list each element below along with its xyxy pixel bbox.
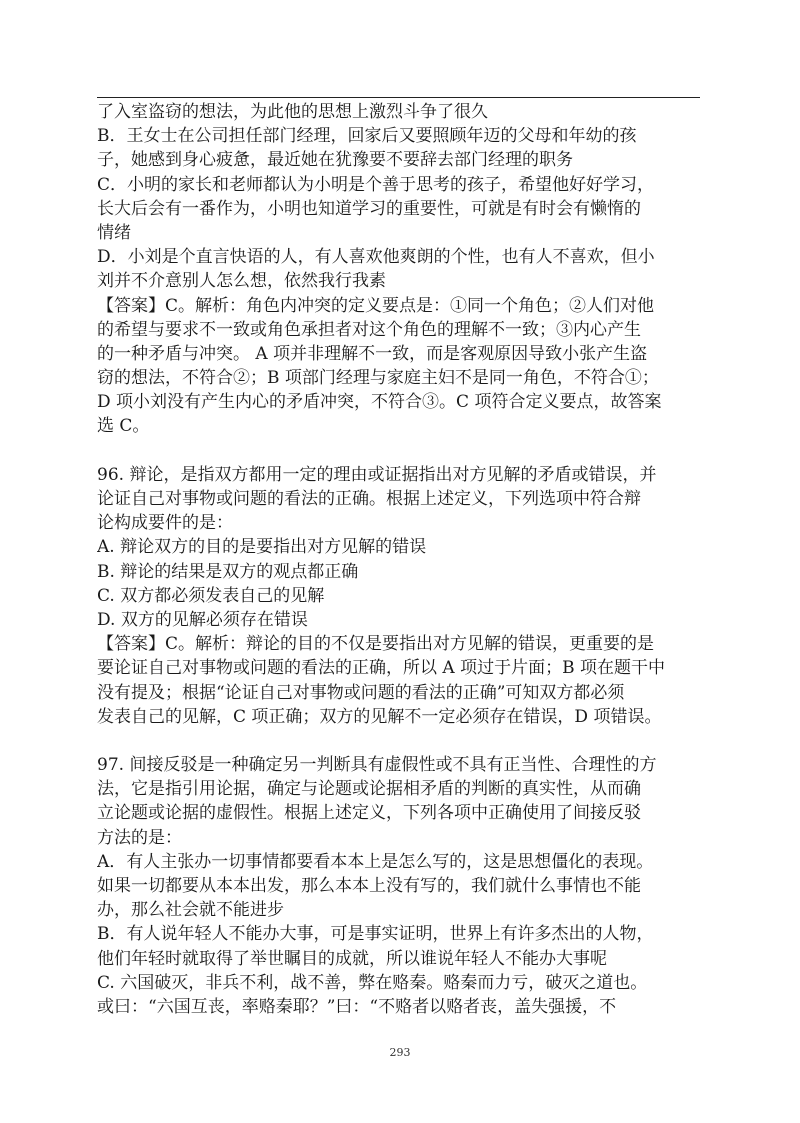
previous-question-tail bbox=[97, 100, 700, 294]
answer-line: 发表自己的见解，C 项正确；双方的见解不一定必须存在错误，D 项错误。 bbox=[97, 706, 662, 727]
option-c-line: 长大后会有一番作为，小明也知道学习的重要性，可就是有时会有懒惰的 bbox=[97, 198, 641, 219]
answer-line: 的希望与要求不一致或角色承担者对这个角色的理解不一致；③内心产生 bbox=[97, 319, 641, 340]
question-stem-line: 97. 间接反驳是一种确定另一判断具有虚假性或不具有正当性、合理性的方 bbox=[97, 755, 657, 776]
option-c-line: 情绪 bbox=[97, 222, 131, 243]
answer-line: D 项小刘没有产生内心的矛盾冲突，不符合③。C 项符合定义要点，故答案 bbox=[97, 392, 662, 413]
question-stem-line: 立论题或论据的虚假性。根据上述定义，下列各项中正确使用了间接反驳 bbox=[97, 803, 641, 824]
option-a-line: A．有人主张办一切事情都要看本本上是怎么写的，这是思想僵化的表现。 bbox=[97, 851, 654, 872]
question-stem-line: 法，它是指引用论据，确定与论题或论据相矛盾的判断的真实性，从而确 bbox=[97, 779, 641, 800]
option-c-line: C. 六国破灭，非兵不利，战不善，弊在赂秦。赂秦而力亏，破灭之道也。 bbox=[97, 972, 648, 993]
option-a: A. 辩论双方的目的是要指出对方见解的错误 bbox=[97, 537, 427, 558]
question-stem-line: 论证自己对事物或问题的看法的正确。根据上述定义，下列选项中符合辩 bbox=[97, 489, 641, 509]
option-b: B. 辩论的结果是双方的观点都正确 bbox=[97, 561, 359, 582]
option-d-line: 刘并不介意别人怎么想，依然我行我素 bbox=[97, 271, 386, 292]
option-d: D. 双方的见解必须存在错误 bbox=[97, 609, 308, 630]
option-c-line: 或曰：“六国互丧，率赂秦耶？”曰：“不赂者以赂者丧，盖失强援，不 bbox=[97, 996, 617, 1017]
answer-line: 选 C。 bbox=[97, 416, 150, 437]
answer-line: 的一种矛盾与冲突。 A 项并非理解不一致，而是客观原因导致小张产生盗 bbox=[97, 343, 648, 364]
answer-line: 【答案】C。解析：辩论的目的不仅是要指出对方见解的错误，更重要的是 bbox=[97, 634, 655, 655]
option-d-line: D．小刘是个直言快语的人，有人喜欢他爽朗的个性，也有人不喜欢，但小 bbox=[97, 247, 655, 268]
option-c-line: C．小明的家长和老师都认为小明是个善于思考的孩子，希望他好好学习， bbox=[97, 174, 655, 195]
paragraph-gap bbox=[97, 729, 700, 753]
answer-line: 要论证自己对事物或问题的看法的正确，所以 A 项过于片面；B 项在题干中 bbox=[97, 658, 665, 679]
header-rule bbox=[97, 97, 700, 98]
answer-line: 没有提及；根据“论证自己对事物或问题的看法的正确”可知双方都必须 bbox=[97, 682, 625, 703]
question-stem-line: 论构成要件的是： bbox=[97, 513, 233, 534]
option-text-line: 了入室盗窃的想法，为此他的思想上激烈斗争了很久 bbox=[97, 102, 488, 122]
page-number: 293 bbox=[389, 1046, 411, 1059]
option-b-line: 他们年轻时就取得了举世瞩目的成就，所以谁说年轻人不能办大事呢 bbox=[97, 948, 607, 969]
answer-line: 【答案】C。解析：角色内冲突的定义要点是：①同一个角色；②人们对他 bbox=[97, 295, 655, 316]
previous-answer-explanation bbox=[97, 294, 700, 439]
question-96 bbox=[97, 463, 700, 729]
option-b-line: B．王女士在公司担任部门经理，回家后又要照顾年迈的父母和年幼的孩 bbox=[97, 126, 637, 147]
option-b-line: 子，她感到身心疲惫，最近她在犹豫要不要辞去部门经理的职务 bbox=[97, 150, 573, 171]
question-stem-line: 96. 辩论，是指双方都用一定的理由或证据指出对方见解的矛盾或错误，并 bbox=[97, 464, 657, 485]
paragraph-gap bbox=[97, 439, 700, 463]
option-b-line: B．有人说年轻人不能办大事，可是事实证明，世界上有许多杰出的人物， bbox=[97, 924, 654, 945]
option-a-line: 如果一切都要从本本出发，那么本本上没有写的，我们就什么事情也不能 bbox=[97, 876, 641, 896]
option-a-line: 办，那么社会就不能进步 bbox=[97, 900, 284, 921]
option-c: C. 双方都必须发表自己的见解 bbox=[97, 585, 325, 606]
question-stem-line: 方法的是： bbox=[97, 827, 182, 848]
page-content bbox=[97, 100, 700, 1019]
answer-line: 窃的想法，不符合②；B 项部门经理与家庭主妇不是同一角色，不符合①； bbox=[97, 368, 659, 389]
question-97 bbox=[97, 753, 700, 1019]
